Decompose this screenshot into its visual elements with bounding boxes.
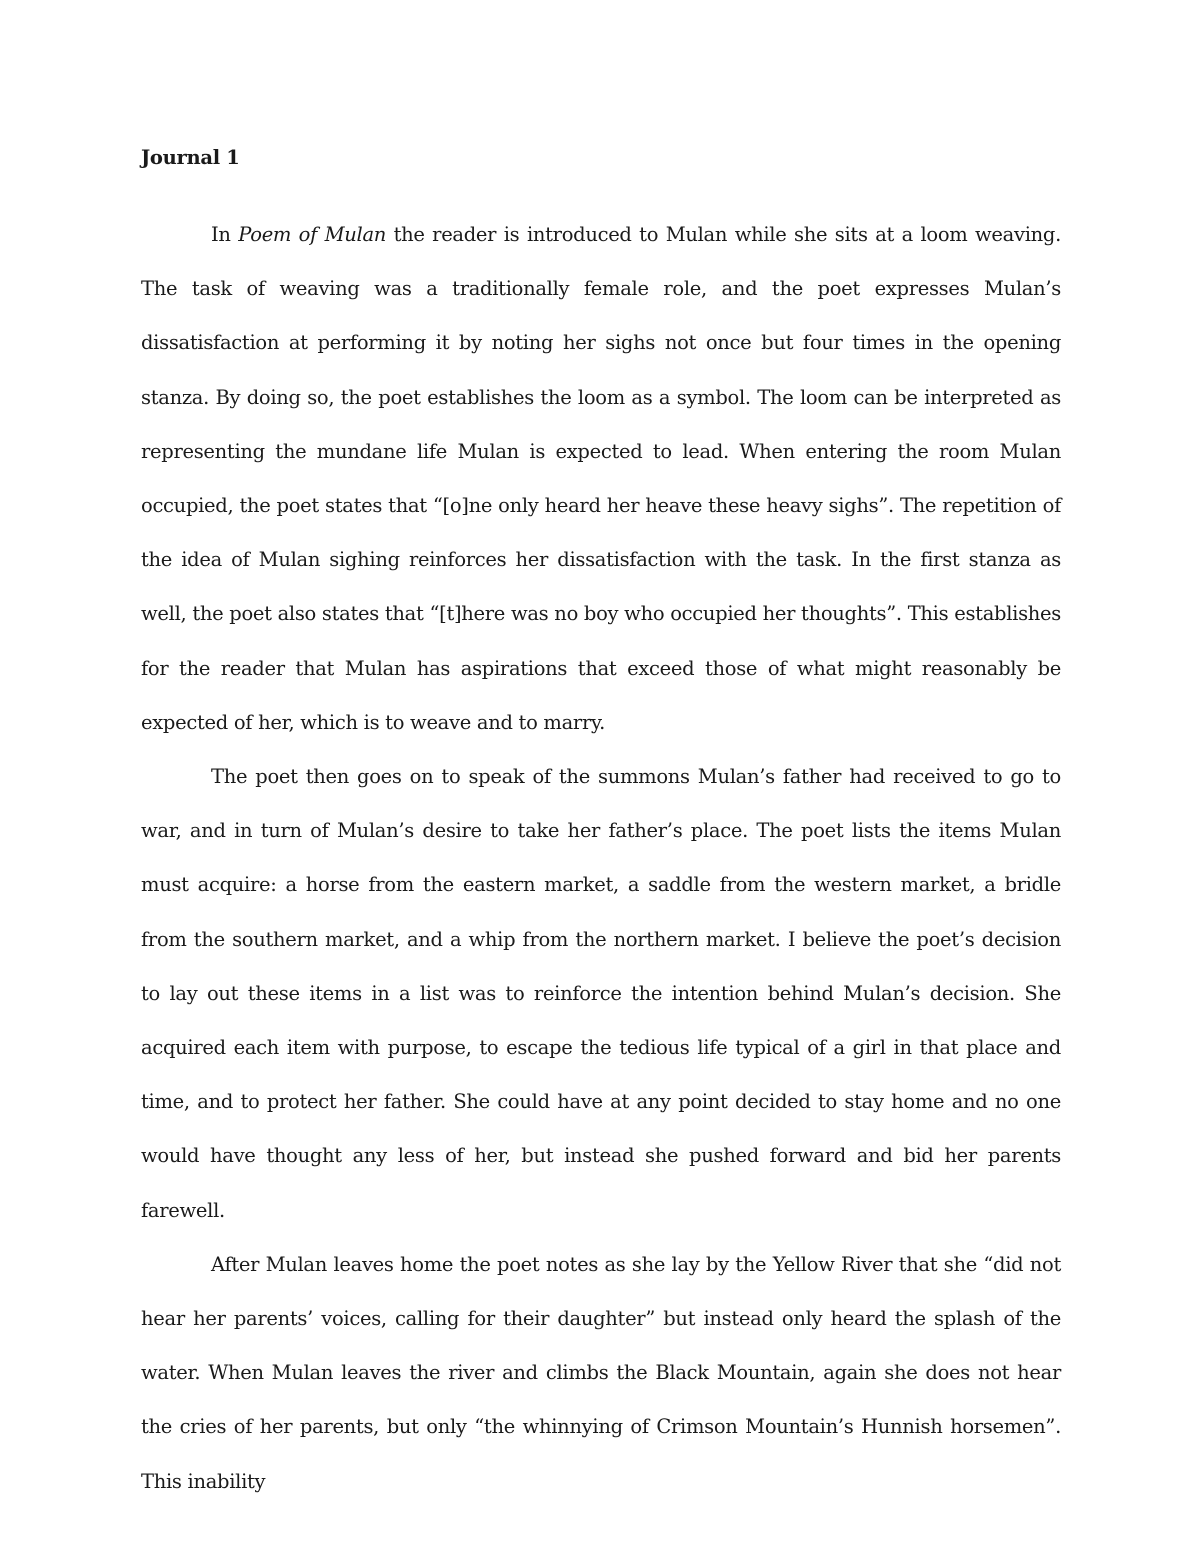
journal-heading: Journal 1 — [141, 146, 240, 169]
paragraph-2: The poet then goes on to speak of the summons Mulan’s father had received to go to war, and in turn of Mulan’s desire to take her father’s place. The poet lists the items Mulan must acquire: a horse from the eastern market, a saddle from the western market, a bridle from the southern market, and a whip from the northern market. I believe the poet’s decision to lay out these items in a list was to reinforce the intention behind Mulan’s decision. She acquired each item with purpose, to escape the tedious life typical of a girl in that place and time, and to protect her father. She could have at any point decided to stay home and no one would have thought any less of her, but instead she pushed forward and bid her parents farewell. — [141, 765, 1061, 1222]
paragraph-1 — [141, 208, 1061, 750]
paragraph-3: After Mulan leaves home the poet notes as she lay by the Yellow River that she “did not hear her parents’ voices, calling for their daughter” but instead only heard the splash of the water. When Mulan leaves the river and climbs the Black Mountain, again she does not hear the cries of her parents, but only “the whinnying of Crimson Mountain’s Hunnish horsemen”. This inability — [141, 1252, 1061, 1493]
paragraph-1-lead: In — [211, 223, 239, 246]
poem-title: Poem of Mulan — [238, 223, 387, 246]
paragraph-1-text: the reader is introduced to Mulan while she sits at a loom weaving. The task of weaving was a traditionally female role, and the poet expresses Mulan’s dissatisfaction at performing it by noting her sighs not once but four times in the opening stanza. By doing so, the poet establishes the loom as a symbol. The loom can be interpreted as representing the mundane life Mulan is expected to lead. When entering the room Mulan occupied, the poet states that “[o]ne only heard her heave these heavy sighs”. The repetition of the idea of Mulan sighing reinforces her dissatisfaction with the task. In the first stanza as well, the poet also states that “[t]here was no boy who occupied her thoughts”. This establishes for the reader that Mulan has aspirations that exceed those of what might reasonably be expected of her, which is to weave and to marry. — [141, 223, 1061, 734]
document-body — [141, 140, 1061, 1509]
